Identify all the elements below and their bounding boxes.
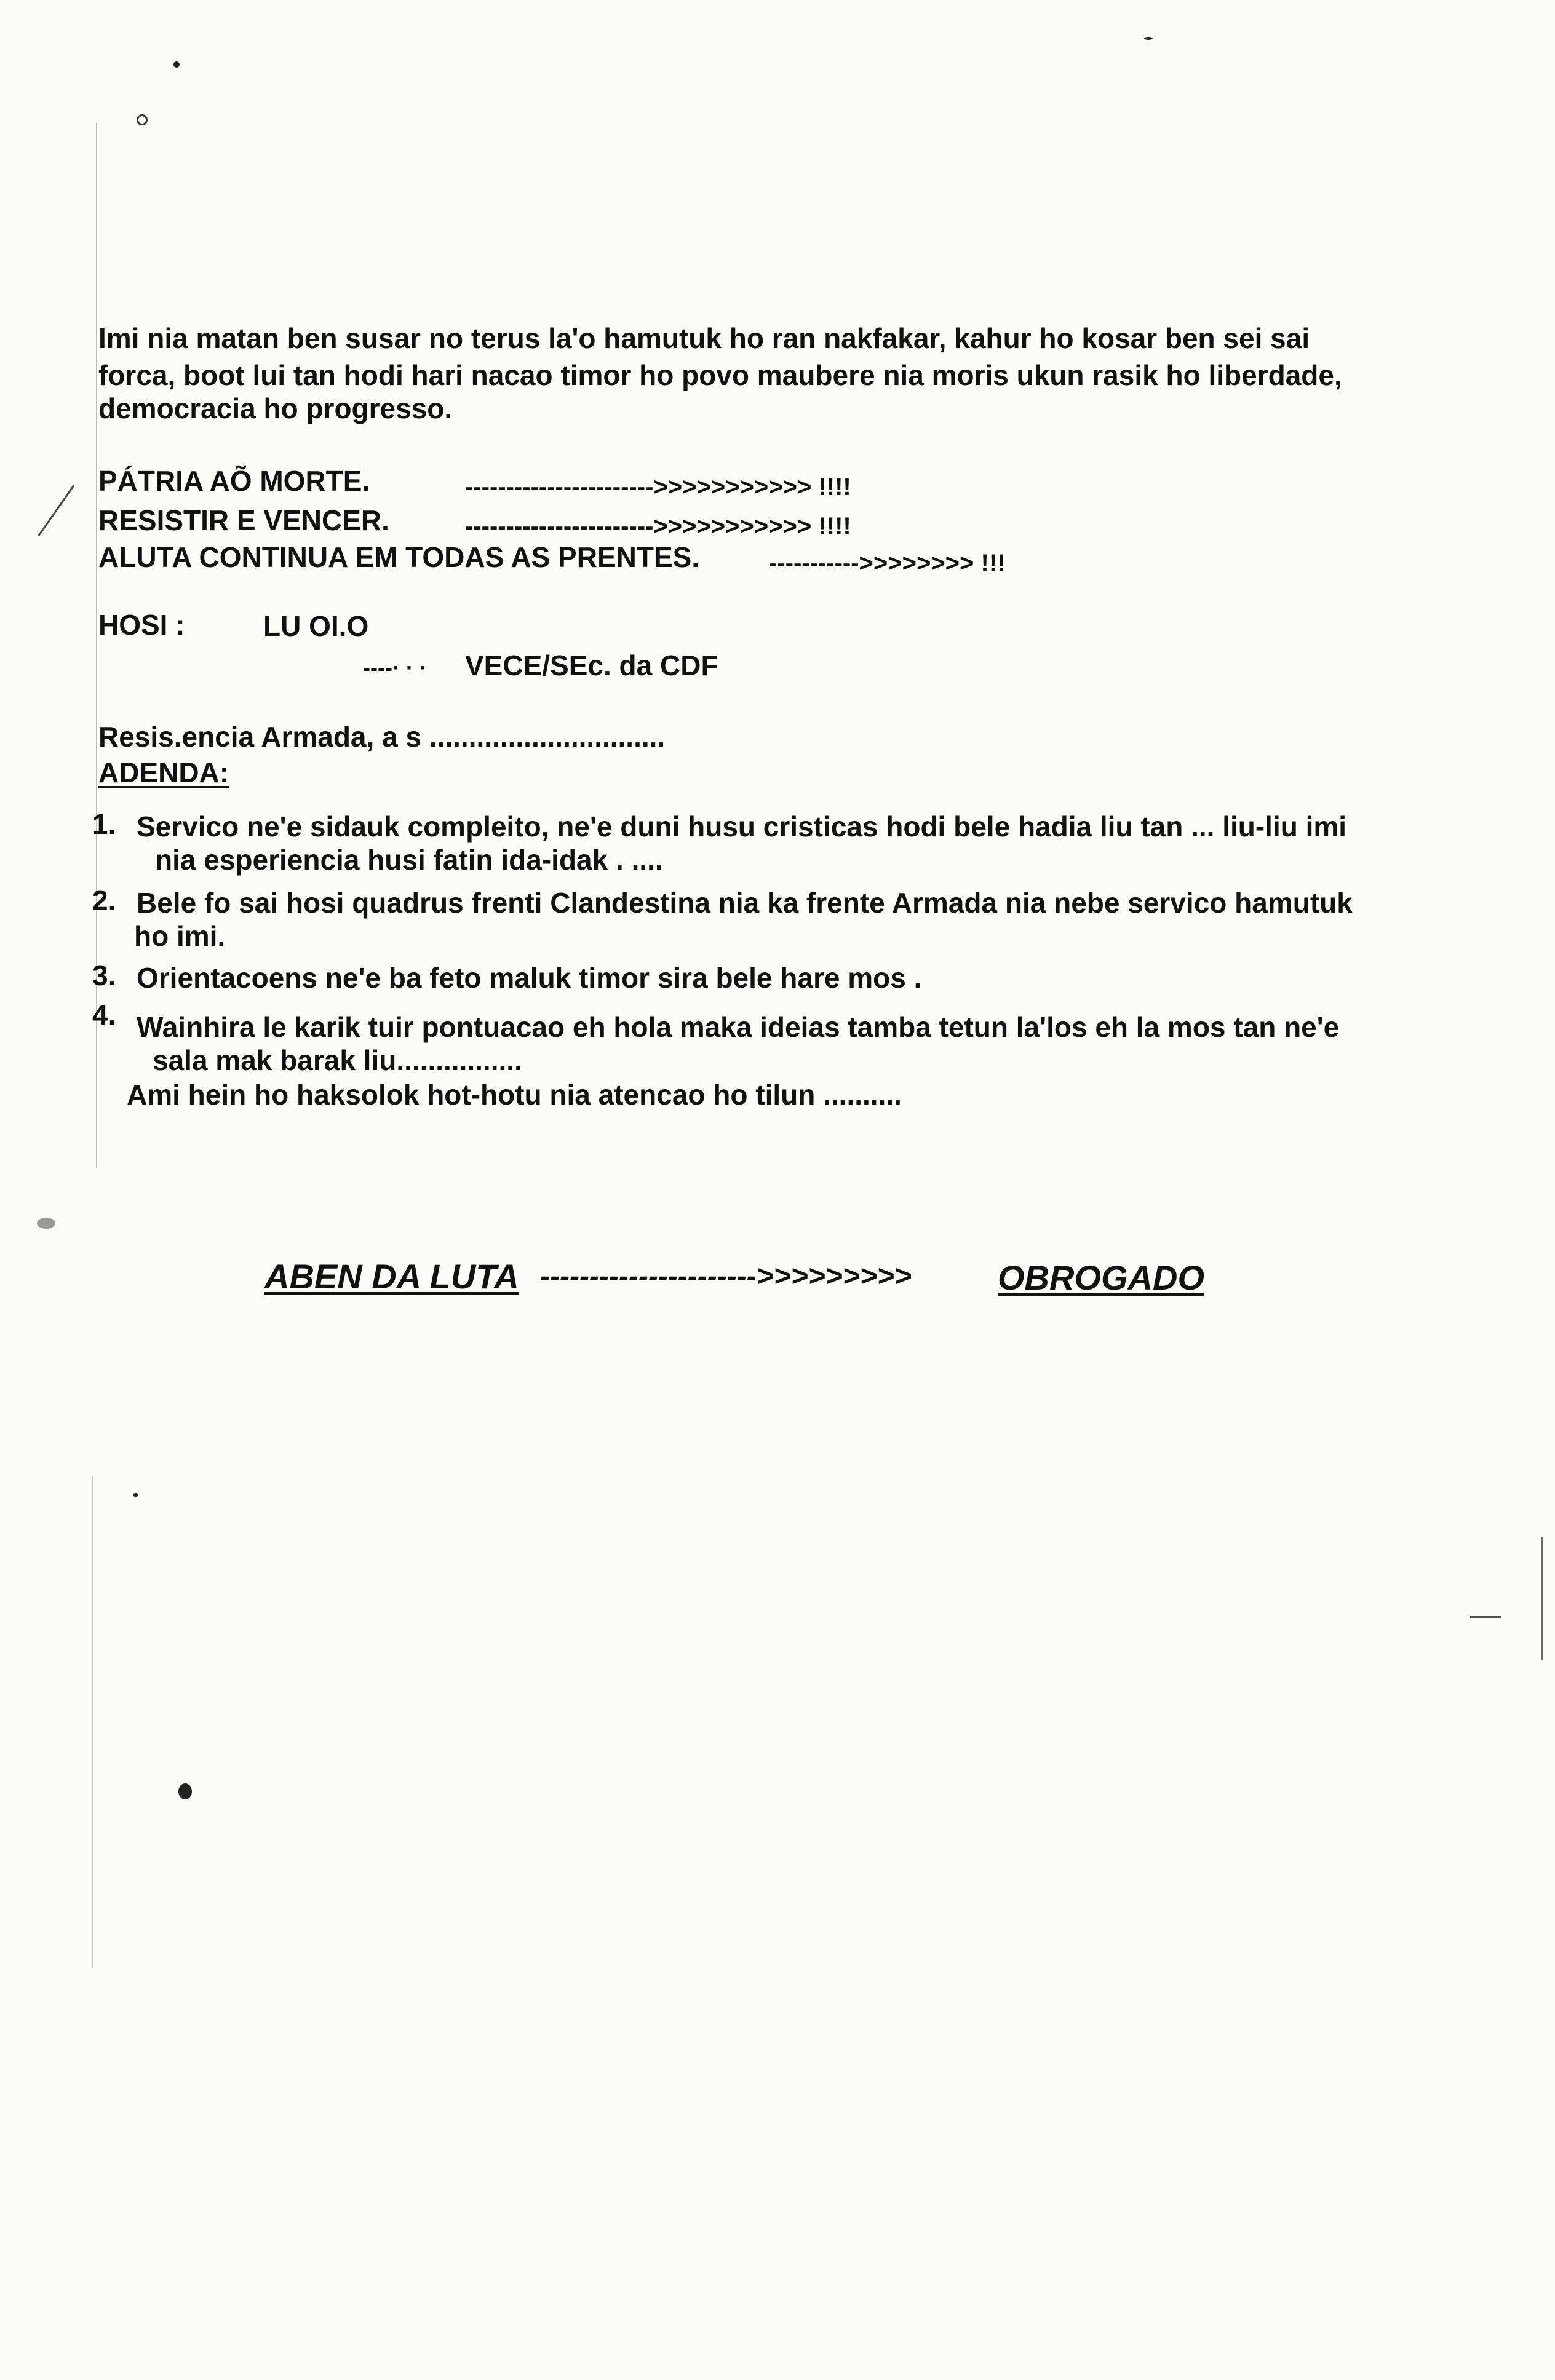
paragraph-line-1: Imi nia matan ben susar no terus la'o hamutuk ho ran nakfakar, kahur ho kosar ben sei sai [98,322,1310,354]
slogan-2-arrow: ----------------------->>>>>>>>>>> !!!! [465,513,851,540]
location-line: Resis.encia Armada, a s .............................. [98,721,666,753]
addendum-heading: ADENDA: [98,756,229,788]
slogan-1: PÁTRIA AÕ MORTE. [98,465,370,497]
addendum-item-4-line-1: Wainhira le karik tuir pontuacao eh hola maka ideias tamba tetun la'los eh la mos tan ne'e [137,1011,1340,1043]
paragraph-line-2: forca, boot lui tan hodi hari nacao timor ho povo maubere nia moris ukun rasik ho liberdade, [98,359,1342,391]
closing-left: ABEN DA LUTA [264,1257,519,1296]
addendum-item-2-line-1: Bele fo sai hosi quadrus frenti Clandestina nia ka frente Armada nia nebe servico hamutuk [137,887,1353,919]
addendum-item-number: 2. [92,884,116,916]
from-name: LU OI.O [263,610,369,642]
scan-mark [92,1476,93,1968]
scan-speck [37,1218,55,1229]
addendum-item-1-line-2: nia esperiencia husi fatin ida-idak . .... [155,844,663,876]
addendum-item-1-line-1: Servico ne'e sidauk compleito, ne'e duni husu cristicas hodi bele hadia liu tan ... liu-liu imi [137,811,1347,843]
scan-speck [133,1493,138,1497]
addendum-item-2-line-2: ho imi. [134,920,226,952]
addendum-item-number: 3. [92,959,116,991]
from-label: HOSI : [98,609,185,641]
slogan-1-arrow: ----------------------->>>>>>>>>>> !!!! [465,474,851,501]
slogan-3-arrow: ----------->>>>>>>> !!! [769,550,1006,577]
scan-speck [1144,37,1153,40]
scan-speck [173,61,180,68]
closing-arrow: ---------------------->>>>>>>>> [540,1260,912,1293]
scan-mark [1541,1537,1543,1660]
addendum-closing-note: Ami hein ho haksolok hot-hotu nia atencao ho tilun .......... [127,1079,902,1111]
from-role: VECE/SEc. da CDF [465,649,718,681]
addendum-item-4-line-2: sala mak barak liu................ [153,1044,522,1076]
slogan-2: RESISTIR E VENCER. [98,504,389,536]
scan-speck [137,114,148,125]
role-prefix: ----· · · [363,655,427,680]
addendum-item-number: 1. [92,808,116,840]
closing-right: OBROGADO [998,1258,1204,1297]
slogan-3: ALUTA CONTINUA EM TODAS AS PRENTES. [98,541,700,573]
scan-mark [1470,1616,1501,1618]
paragraph-line-3: democracia ho progresso. [98,392,453,424]
addendum-item-3-line-1: Orientacoens ne'e ba feto maluk timor sira bele hare mos . [137,962,922,994]
scan-mark [38,485,75,536]
scan-speck [178,1783,192,1799]
addendum-item-number: 4. [92,999,116,1031]
